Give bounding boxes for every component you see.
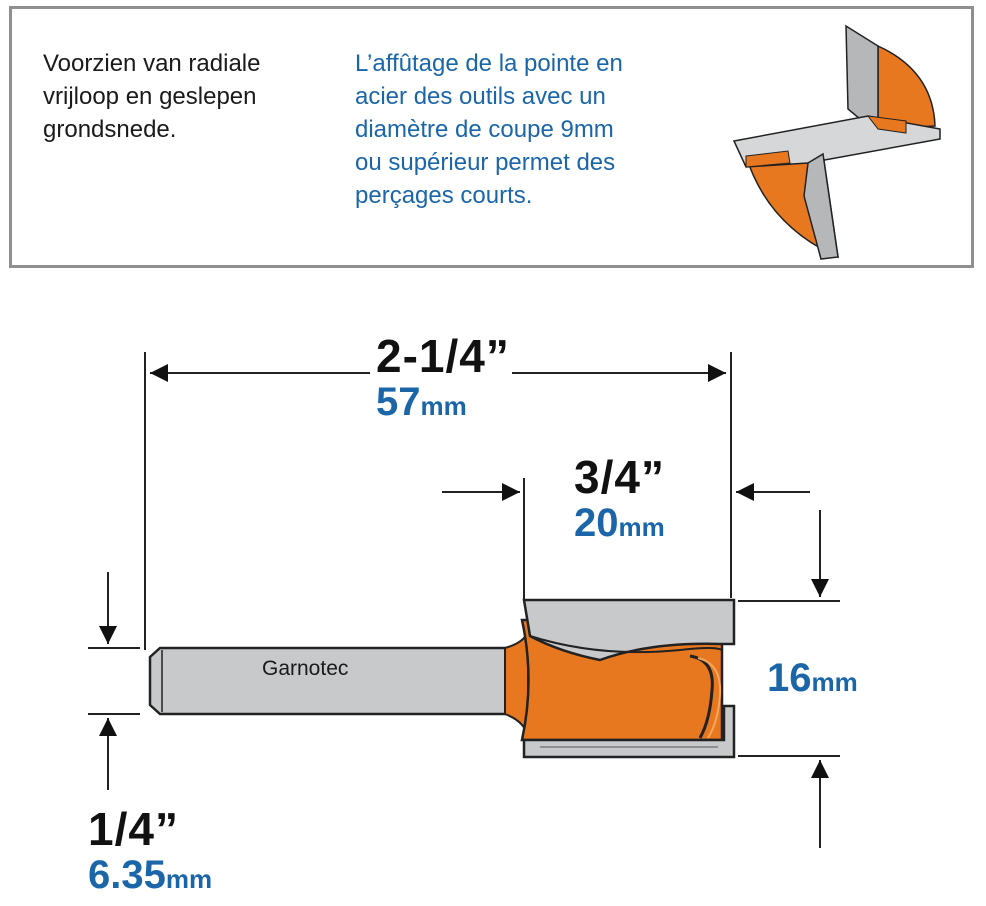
french-line: diamètre de coupe 9mm xyxy=(355,116,614,143)
cutting-length-imperial: 3/4” xyxy=(574,451,665,503)
brand-label: Garnotec xyxy=(262,657,349,680)
total-length-label xyxy=(376,330,510,429)
french-line: perçages courts. xyxy=(355,182,533,209)
shank-diameter-value: 6.35 xyxy=(88,853,166,897)
total-length-metric xyxy=(376,379,510,429)
french-line: L’affûtage de la pointe en xyxy=(355,50,623,77)
shank-diameter-label xyxy=(88,803,213,902)
french-line: acier des outils avec un xyxy=(355,83,606,110)
info-box xyxy=(9,6,974,268)
cutting-diameter-unit: mm xyxy=(811,667,858,697)
shank-diameter-unit: mm xyxy=(165,864,213,894)
shank-diameter-imperial: 1/4” xyxy=(88,803,179,855)
cutting-diameter-metric xyxy=(767,655,858,705)
dutch-line: grondsnede. xyxy=(43,116,177,143)
total-length-value: 57 xyxy=(376,380,421,424)
dutch-line: Voorzien van radiale xyxy=(43,50,261,77)
cutting-length-unit: mm xyxy=(618,512,665,542)
shank-diameter-metric xyxy=(88,852,212,902)
cutting-diameter-label xyxy=(767,655,858,705)
dutch-description xyxy=(43,47,333,146)
cutting-length-metric xyxy=(574,500,665,550)
french-description xyxy=(355,47,725,212)
total-length-imperial: 2-1/4” xyxy=(376,330,510,382)
cutting-diameter-value: 16 xyxy=(767,656,812,700)
dutch-line: vrijloop en geslepen xyxy=(43,83,257,110)
total-length-unit: mm xyxy=(420,391,467,421)
cutting-length-value: 20 xyxy=(574,501,619,545)
tip-grinding-illustration xyxy=(728,21,958,266)
cutting-length-label xyxy=(574,451,665,550)
french-line: ou supérieur permet des xyxy=(355,149,616,176)
